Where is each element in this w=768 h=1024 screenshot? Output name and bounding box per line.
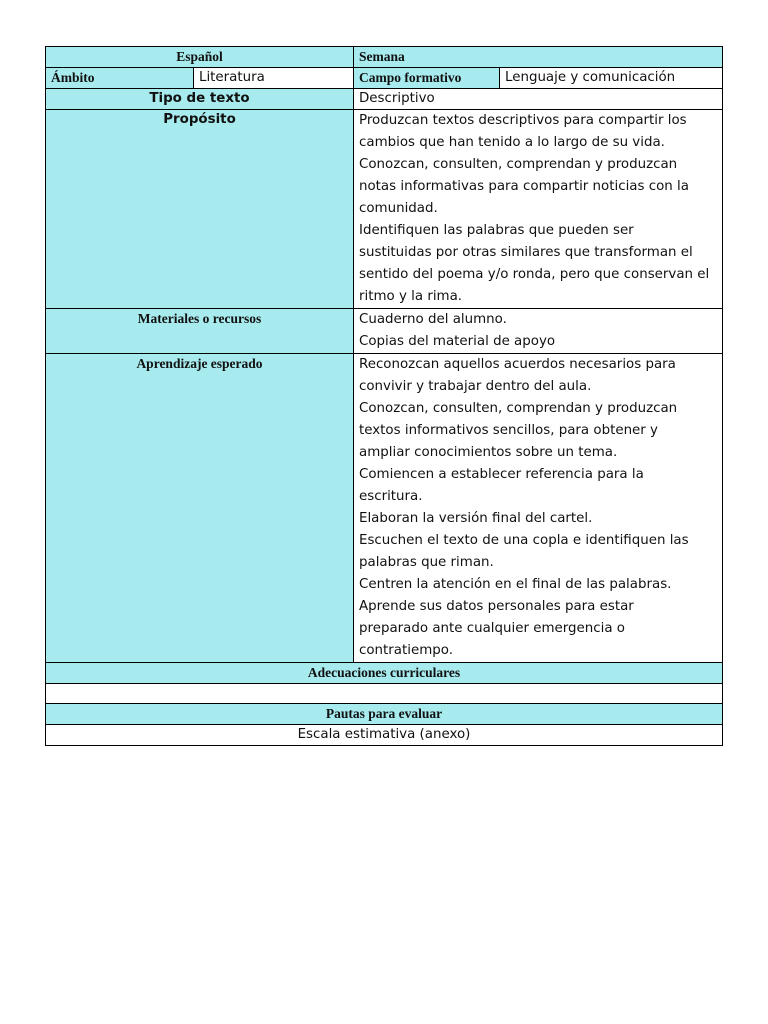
text-line: Conozcan, consulten, comprendan y produzcan: [359, 401, 678, 416]
campo-formativo-label: Campo formativo: [354, 68, 500, 89]
text-line: notas informativas para compartir noticias con la: [359, 179, 689, 194]
adecuaciones-header-row: [46, 663, 723, 684]
text-line: Reconozcan aquellos acuerdos necesarios para: [359, 357, 676, 372]
pautas-header-row: [46, 704, 723, 725]
text-line: Copias del material de apoyo: [359, 334, 556, 349]
pautas-value: Escala estimativa (anexo): [46, 725, 723, 746]
ambito-row: [46, 68, 723, 89]
adecuaciones-label: Adecuaciones curriculares: [46, 663, 723, 684]
materiales-text: [354, 309, 723, 354]
text-line: textos informativos sencillos, para obtener y: [359, 423, 658, 438]
text-line: cambios que han tenido a lo largo de su vida.: [359, 135, 665, 150]
aprendizaje-label: Aprendizaje esperado: [46, 354, 354, 663]
tipo-texto-label: Tipo de texto: [46, 89, 354, 110]
text-line: sustituidas por otras similares que transforman el: [359, 245, 693, 260]
text-line: Produzcan textos descriptivos para compartir los: [359, 113, 687, 128]
text-line: sentido del poema y/o ronda, pero que conservan el: [359, 267, 710, 282]
adecuaciones-value: [46, 684, 723, 704]
text-line: contratiempo.: [359, 643, 453, 658]
ambito-label: Ámbito: [46, 68, 194, 89]
proposito-row: [46, 110, 723, 309]
text-line: Centren la atención en el final de las palabras.: [359, 577, 672, 592]
text-line: Aprende sus datos personales para estar: [359, 599, 634, 614]
proposito-label: Propósito: [46, 110, 354, 309]
text-line: Identifiquen las palabras que pueden ser: [359, 223, 634, 238]
tipo-texto-value: Descriptivo: [354, 89, 723, 110]
text-line: convivir y trabajar dentro del aula.: [359, 379, 592, 394]
text-line: palabras que riman.: [359, 555, 494, 570]
text-line: Cuaderno del alumno.: [359, 312, 507, 327]
proposito-text: [354, 110, 723, 309]
text-line: ampliar conocimientos sobre un tema.: [359, 445, 618, 460]
adecuaciones-value-row: [46, 684, 723, 704]
ambito-value: Literatura: [194, 68, 354, 89]
materiales-label: Materiales o recursos: [46, 309, 354, 354]
aprendizaje-row: [46, 354, 723, 663]
text-line: Comiencen a establecer referencia para la: [359, 467, 644, 482]
pautas-label: Pautas para evaluar: [46, 704, 723, 725]
text-line: Escuchen el texto de una copla e identifiquen las: [359, 533, 689, 548]
text-line: comunidad.: [359, 201, 438, 216]
subject-cell: Español: [46, 47, 354, 68]
text-line: ritmo y la rima.: [359, 289, 463, 304]
pautas-value-row: [46, 725, 723, 746]
tipo-texto-row: [46, 89, 723, 110]
aprendizaje-text: [354, 354, 723, 663]
text-line: escritura.: [359, 489, 423, 504]
text-line: Conozcan, consulten, comprendan y produzcan: [359, 157, 678, 172]
text-line: preparado ante cualquier emergencia o: [359, 621, 625, 636]
campo-formativo-value: Lenguaje y comunicación: [500, 68, 723, 89]
lesson-plan-table: [45, 46, 723, 746]
week-cell: Semana: [354, 47, 723, 68]
materiales-row: [46, 309, 723, 354]
text-line: Elaboran la versión final del cartel.: [359, 511, 593, 526]
header-row: [46, 47, 723, 68]
